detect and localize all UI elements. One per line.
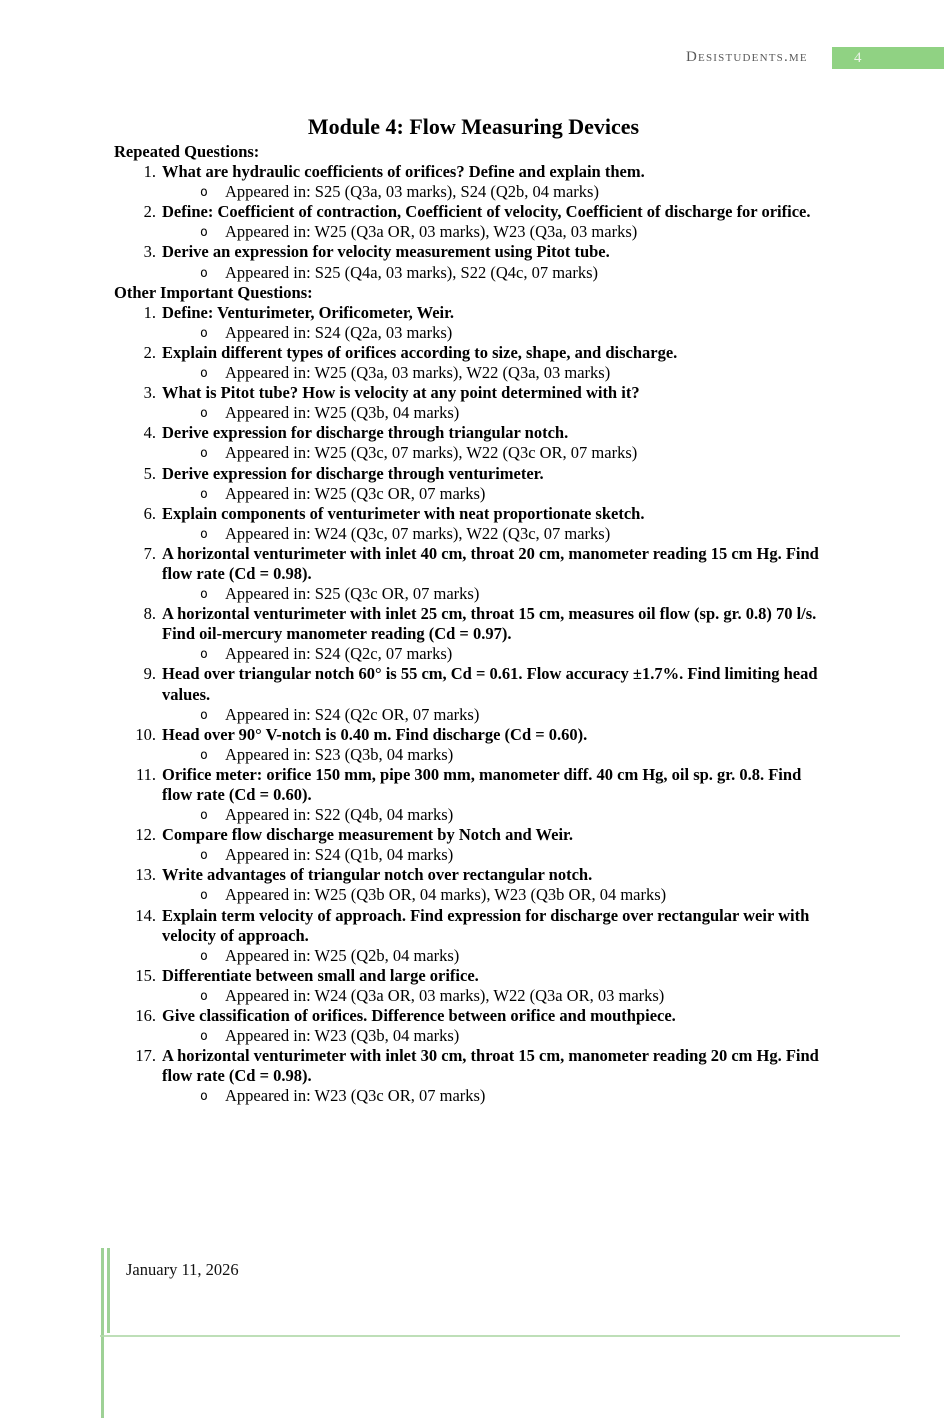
appeared-line (200, 985, 867, 1006)
appeared-text: Appeared in: W25 (Q2b, 04 marks) (225, 945, 460, 965)
circle-bullet-icon: o (200, 707, 208, 723)
question-text: Define: Coefficient of contraction, Coefficient of velocity, Coefficient of discharge for orifice. (162, 202, 811, 222)
question-number: 4. (143, 423, 156, 443)
question-item (143, 664, 835, 704)
appeared-text: Appeared in: W25 (Q3a, 03 marks), W22 (Q3a, 03 marks) (225, 363, 611, 383)
question-text: A horizontal venturimeter with inlet 25 cm, throat 15 cm, measures oil flow (sp. gr. 0.8) 70 l/s. Find oil-mercury manometer reading (Cd = 0.97). (162, 604, 817, 644)
appeared-text: Appeared in: S25 (Q3a, 03 marks), S24 (Q2b, 04 marks) (225, 182, 599, 202)
circle-bullet-icon: o (200, 486, 208, 502)
question-number: 2. (143, 202, 156, 222)
question-number: 3. (143, 242, 156, 262)
appeared-line (200, 222, 867, 242)
question-item (135, 724, 835, 745)
questions-list (0, 142, 947, 1107)
site-name-header: Desistudents.me (686, 49, 808, 65)
circle-bullet-icon: o (200, 446, 208, 462)
appeared-text: Appeared in: W24 (Q3c, 07 marks), W22 (Q3c, 07 marks) (225, 523, 611, 543)
section-heading: Other Important Questions: (114, 282, 313, 302)
circle-bullet-icon: o (200, 366, 208, 382)
question-text: Explain components of venturimeter with neat proportionate sketch. (162, 503, 645, 523)
question-text: Derive expression for discharge through venturimeter. (162, 463, 544, 483)
appeared-line (200, 1086, 867, 1106)
question-number: 11. (135, 764, 156, 784)
appeared-line (200, 885, 867, 905)
question-text: What is Pitot tube? How is velocity at any point determined with it? (162, 383, 640, 403)
question-item (143, 503, 835, 524)
appeared-text: Appeared in: S24 (Q1b, 04 marks) (225, 845, 454, 865)
question-item (143, 463, 835, 484)
appeared-text: Appeared in: S25 (Q4a, 03 marks), S22 (Q4c, 07 marks) (225, 262, 599, 282)
appeared-text: Appeared in: S24 (Q2c OR, 07 marks) (225, 704, 480, 724)
question-item (143, 202, 835, 222)
appeared-text: Appeared in: S24 (Q2c, 07 marks) (225, 644, 453, 664)
question-text: Orifice meter: orifice 150 mm, pipe 300 mm, manometer diff. 40 cm Hg, oil sp. gr. 0.8. Find flow rate (Cd = 0.60). (162, 764, 802, 804)
appeared-text: Appeared in: W25 (Q3c, 07 marks), W22 (Q3c OR, 07 marks) (225, 443, 638, 463)
question-number: 15. (135, 965, 156, 985)
question-item (135, 965, 835, 986)
appeared-line (200, 483, 867, 504)
circle-bullet-icon: o (200, 848, 208, 864)
appeared-text: Appeared in: S25 (Q3c OR, 07 marks) (225, 584, 480, 604)
page-number-badge: 4 (832, 47, 944, 69)
question-text: A horizontal venturimeter with inlet 30 cm, throat 15 cm, manometer reading 20 cm Hg. Find flow rate (Cd = 0.98). (162, 1046, 819, 1086)
question-item (135, 865, 835, 885)
appeared-line (200, 363, 867, 383)
appeared-line (200, 584, 867, 604)
appeared-line (200, 322, 867, 343)
circle-bullet-icon: o (200, 526, 208, 542)
question-text: Explain different types of orifices according to size, shape, and discharge. (162, 342, 678, 362)
question-number: 12. (135, 825, 156, 845)
circle-bullet-icon: o (200, 225, 208, 241)
bottom-rule (100, 1335, 900, 1337)
question-text: Derive expression for discharge through triangular notch. (162, 423, 569, 443)
appeared-text: Appeared in: W25 (Q3b, 04 marks) (225, 403, 460, 423)
question-item (143, 543, 835, 584)
question-text: Differentiate between small and large orifice. (162, 965, 479, 985)
question-item (135, 1006, 835, 1026)
question-item (143, 342, 835, 363)
circle-bullet-icon: o (200, 406, 208, 422)
question-text: A horizontal venturimeter with inlet 40 cm, throat 20 cm, manometer reading 15 cm Hg. Find flow rate (Cd = 0.98). (162, 543, 819, 583)
appeared-line (200, 744, 867, 765)
circle-bullet-icon: o (200, 185, 208, 201)
question-text: Compare flow discharge measurement by Notch and Weir. (162, 825, 573, 845)
circle-bullet-icon: o (200, 988, 208, 1004)
question-number: 1. (143, 302, 156, 322)
appeared-text: Appeared in: W23 (Q3c OR, 07 marks) (225, 1086, 486, 1106)
question-item (143, 423, 835, 443)
question-item (135, 825, 835, 845)
question-text: Head over 90° V-notch is 0.40 m. Find discharge (Cd = 0.60). (162, 724, 588, 744)
question-number: 14. (135, 905, 156, 925)
footer-accent-bars (101, 1248, 116, 1333)
circle-bullet-icon: o (200, 888, 208, 904)
footer-bar (101, 1333, 104, 1418)
circle-bullet-icon: o (200, 747, 208, 763)
appeared-text: Appeared in: W25 (Q3b OR, 04 marks), W23 (Q3b OR, 04 marks) (225, 885, 667, 905)
appeared-line (200, 1026, 867, 1046)
circle-bullet-icon: o (200, 325, 208, 341)
footer-bar (107, 1248, 110, 1333)
appeared-text: Appeared in: W24 (Q3a OR, 03 marks), W22 (Q3a OR, 03 marks) (225, 985, 665, 1005)
circle-bullet-icon: o (200, 587, 208, 603)
question-item (135, 764, 835, 805)
question-item (143, 162, 835, 182)
question-number: 16. (135, 1006, 156, 1026)
appeared-text: Appeared in: S24 (Q2a, 03 marks) (225, 322, 453, 342)
footer-date: January 11, 2026 (126, 1260, 239, 1279)
question-item (143, 242, 835, 262)
circle-bullet-icon: o (200, 647, 208, 663)
question-text: Define: Venturimeter, Orificometer, Weir. (162, 302, 455, 322)
footer-bar (101, 1248, 104, 1333)
appeared-text: Appeared in: S23 (Q3b, 04 marks) (225, 744, 454, 764)
circle-bullet-icon: o (200, 265, 208, 281)
question-number: 8. (143, 604, 156, 624)
question-text: What are hydraulic coefficients of orifices? Define and explain them. (162, 162, 645, 182)
question-text: Write advantages of triangular notch over rectangular notch. (162, 865, 593, 885)
question-item (143, 383, 835, 403)
appeared-line (200, 262, 867, 283)
question-text: Derive an expression for velocity measurement using Pitot tube. (162, 242, 610, 262)
question-item (143, 604, 835, 644)
appeared-line (200, 523, 867, 544)
appeared-line (200, 443, 867, 463)
question-number: 6. (143, 503, 156, 523)
circle-bullet-icon: o (200, 1029, 208, 1045)
section-heading: Repeated Questions: (114, 142, 260, 161)
appeared-line (200, 182, 867, 202)
appeared-text: Appeared in: S22 (Q4b, 04 marks) (225, 805, 454, 825)
question-text: Explain term velocity of approach. Find expression for discharge over rectangular weir with velocity of approach. (162, 905, 810, 945)
question-item (135, 1046, 835, 1086)
question-number: 7. (143, 543, 156, 563)
page-title: Module 4: Flow Measuring Devices (307, 114, 640, 139)
circle-bullet-icon: o (200, 1089, 208, 1105)
appeared-line (200, 704, 867, 725)
circle-bullet-icon: o (200, 948, 208, 964)
appeared-line (200, 805, 867, 825)
appeared-text: Appeared in: W25 (Q3a OR, 03 marks), W23 (Q3a, 03 marks) (225, 222, 638, 242)
appeared-line (200, 945, 867, 966)
question-number: 5. (143, 463, 156, 483)
question-number: 9. (143, 664, 156, 684)
question-number: 17. (135, 1046, 156, 1066)
question-number: 1. (143, 162, 156, 182)
appeared-line (200, 644, 867, 664)
appeared-text: Appeared in: W25 (Q3c OR, 07 marks) (225, 483, 486, 503)
question-text: Give classification of orifices. Difference between orifice and mouthpiece. (162, 1006, 676, 1026)
question-number: 2. (143, 342, 156, 362)
question-number: 3. (143, 383, 156, 403)
question-item (143, 302, 835, 323)
question-number: 10. (135, 724, 156, 744)
question-item (135, 905, 835, 946)
appeared-line (200, 403, 867, 423)
appeared-text: Appeared in: W23 (Q3b, 04 marks) (225, 1026, 460, 1046)
question-number: 13. (135, 865, 156, 885)
circle-bullet-icon: o (200, 808, 208, 824)
appeared-line (200, 845, 867, 865)
question-text: Head over triangular notch 60° is 55 cm, Cd = 0.61. Flow accuracy ±1.7%. Find limiting head values. (162, 664, 818, 704)
